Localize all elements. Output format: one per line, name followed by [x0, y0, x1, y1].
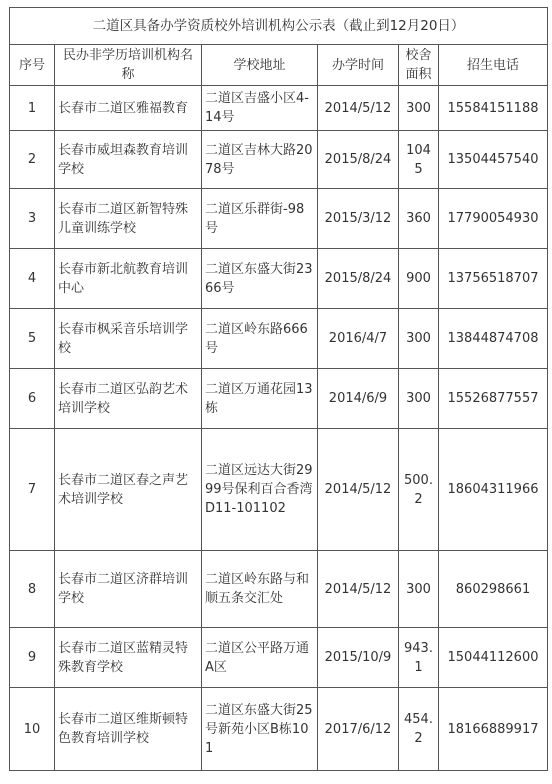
cell-phone: 18604311966	[439, 429, 548, 551]
cell-name: 长春市二道区弘韵艺术培训学校	[55, 369, 202, 429]
cell-address: 二道区万通花园13栋	[202, 369, 318, 429]
cell-no: 4	[10, 249, 55, 309]
table-row	[10, 551, 548, 628]
header-phone: 招生电话	[439, 45, 548, 86]
cell-address: 二道区东盛大街25号新苑小区B栋101	[202, 688, 318, 771]
cell-name: 长春市二道区春之声艺术培训学校	[55, 429, 202, 551]
cell-no: 10	[10, 688, 55, 771]
cell-name: 长春市二道区雅福教育	[55, 86, 202, 131]
cell-phone: 13756518707	[439, 249, 548, 309]
cell-phone: 860298661	[439, 551, 548, 628]
cell-date: 2015/3/12	[318, 189, 399, 249]
cell-date: 2015/10/9	[318, 628, 399, 688]
cell-area: 943.1	[399, 628, 439, 688]
cell-date: 2014/5/12	[318, 429, 399, 551]
table-row	[10, 189, 548, 249]
cell-date: 2017/6/12	[318, 688, 399, 771]
cell-phone: 17790054930	[439, 189, 548, 249]
table-row	[10, 369, 548, 429]
cell-phone: 13844874708	[439, 309, 548, 369]
table-row	[10, 131, 548, 189]
table-row	[10, 429, 548, 551]
cell-address: 二道区岭东路与和顺五条交汇处	[202, 551, 318, 628]
header-area: 校舍面积	[399, 45, 439, 86]
cell-area: 454.2	[399, 688, 439, 771]
cell-phone: 13504457540	[439, 131, 548, 189]
cell-no: 8	[10, 551, 55, 628]
cell-phone: 18166889917	[439, 688, 548, 771]
header-address: 学校地址	[202, 45, 318, 86]
table-row	[10, 86, 548, 131]
cell-name: 长春市二道区蓝精灵特殊教育学校	[55, 628, 202, 688]
cell-phone: 15584151188	[439, 86, 548, 131]
cell-name: 长春市二道区新智特殊儿童训练学校	[55, 189, 202, 249]
header-name: 民办非学历培训机构名称	[55, 45, 202, 86]
cell-name: 长春市二道区济群培训学校	[55, 551, 202, 628]
cell-name: 长春市枫采音乐培训学校	[55, 309, 202, 369]
cell-no: 3	[10, 189, 55, 249]
cell-no: 2	[10, 131, 55, 189]
table-title: 二道区具备办学资质校外培训机构公示表（截止到12月20日）	[10, 8, 548, 45]
cell-area: 300	[399, 369, 439, 429]
table-row	[10, 249, 548, 309]
cell-name: 长春市新北航教育培训中心	[55, 249, 202, 309]
cell-area: 360	[399, 189, 439, 249]
cell-no: 1	[10, 86, 55, 131]
cell-name: 长春市威坦森教育培训学校	[55, 131, 202, 189]
cell-area: 300	[399, 86, 439, 131]
cell-phone: 15526877557	[439, 369, 548, 429]
cell-no: 9	[10, 628, 55, 688]
header-date: 办学时间	[318, 45, 399, 86]
cell-date: 2014/6/9	[318, 369, 399, 429]
cell-area: 300	[399, 309, 439, 369]
cell-no: 6	[10, 369, 55, 429]
table-row	[10, 628, 548, 688]
cell-address: 二道区岭东路666号	[202, 309, 318, 369]
cell-area: 500.2	[399, 429, 439, 551]
cell-no: 7	[10, 429, 55, 551]
cell-date: 2014/5/12	[318, 551, 399, 628]
institution-table	[9, 7, 548, 771]
cell-date: 2014/5/12	[318, 86, 399, 131]
table-row	[10, 309, 548, 369]
table-title-row	[10, 8, 548, 45]
cell-area: 900	[399, 249, 439, 309]
cell-name: 长春市二道区维斯顿特色教育培训学校	[55, 688, 202, 771]
cell-date: 2015/8/24	[318, 249, 399, 309]
cell-address: 二道区吉盛小区4-14号	[202, 86, 318, 131]
header-no: 序号	[10, 45, 55, 86]
cell-area: 1045	[399, 131, 439, 189]
cell-area: 300	[399, 551, 439, 628]
cell-date: 2015/8/24	[318, 131, 399, 189]
cell-date: 2016/4/7	[318, 309, 399, 369]
cell-address: 二道区公平路万通A区	[202, 628, 318, 688]
cell-address: 二道区东盛大街2366号	[202, 249, 318, 309]
header-row	[10, 45, 548, 86]
cell-address: 二道区远达大街2999号保利百合香湾D11-101102	[202, 429, 318, 551]
cell-address: 二道区乐群街-98号	[202, 189, 318, 249]
cell-no: 5	[10, 309, 55, 369]
table-row	[10, 688, 548, 771]
cell-phone: 15044112600	[439, 628, 548, 688]
cell-address: 二道区吉林大路2078号	[202, 131, 318, 189]
